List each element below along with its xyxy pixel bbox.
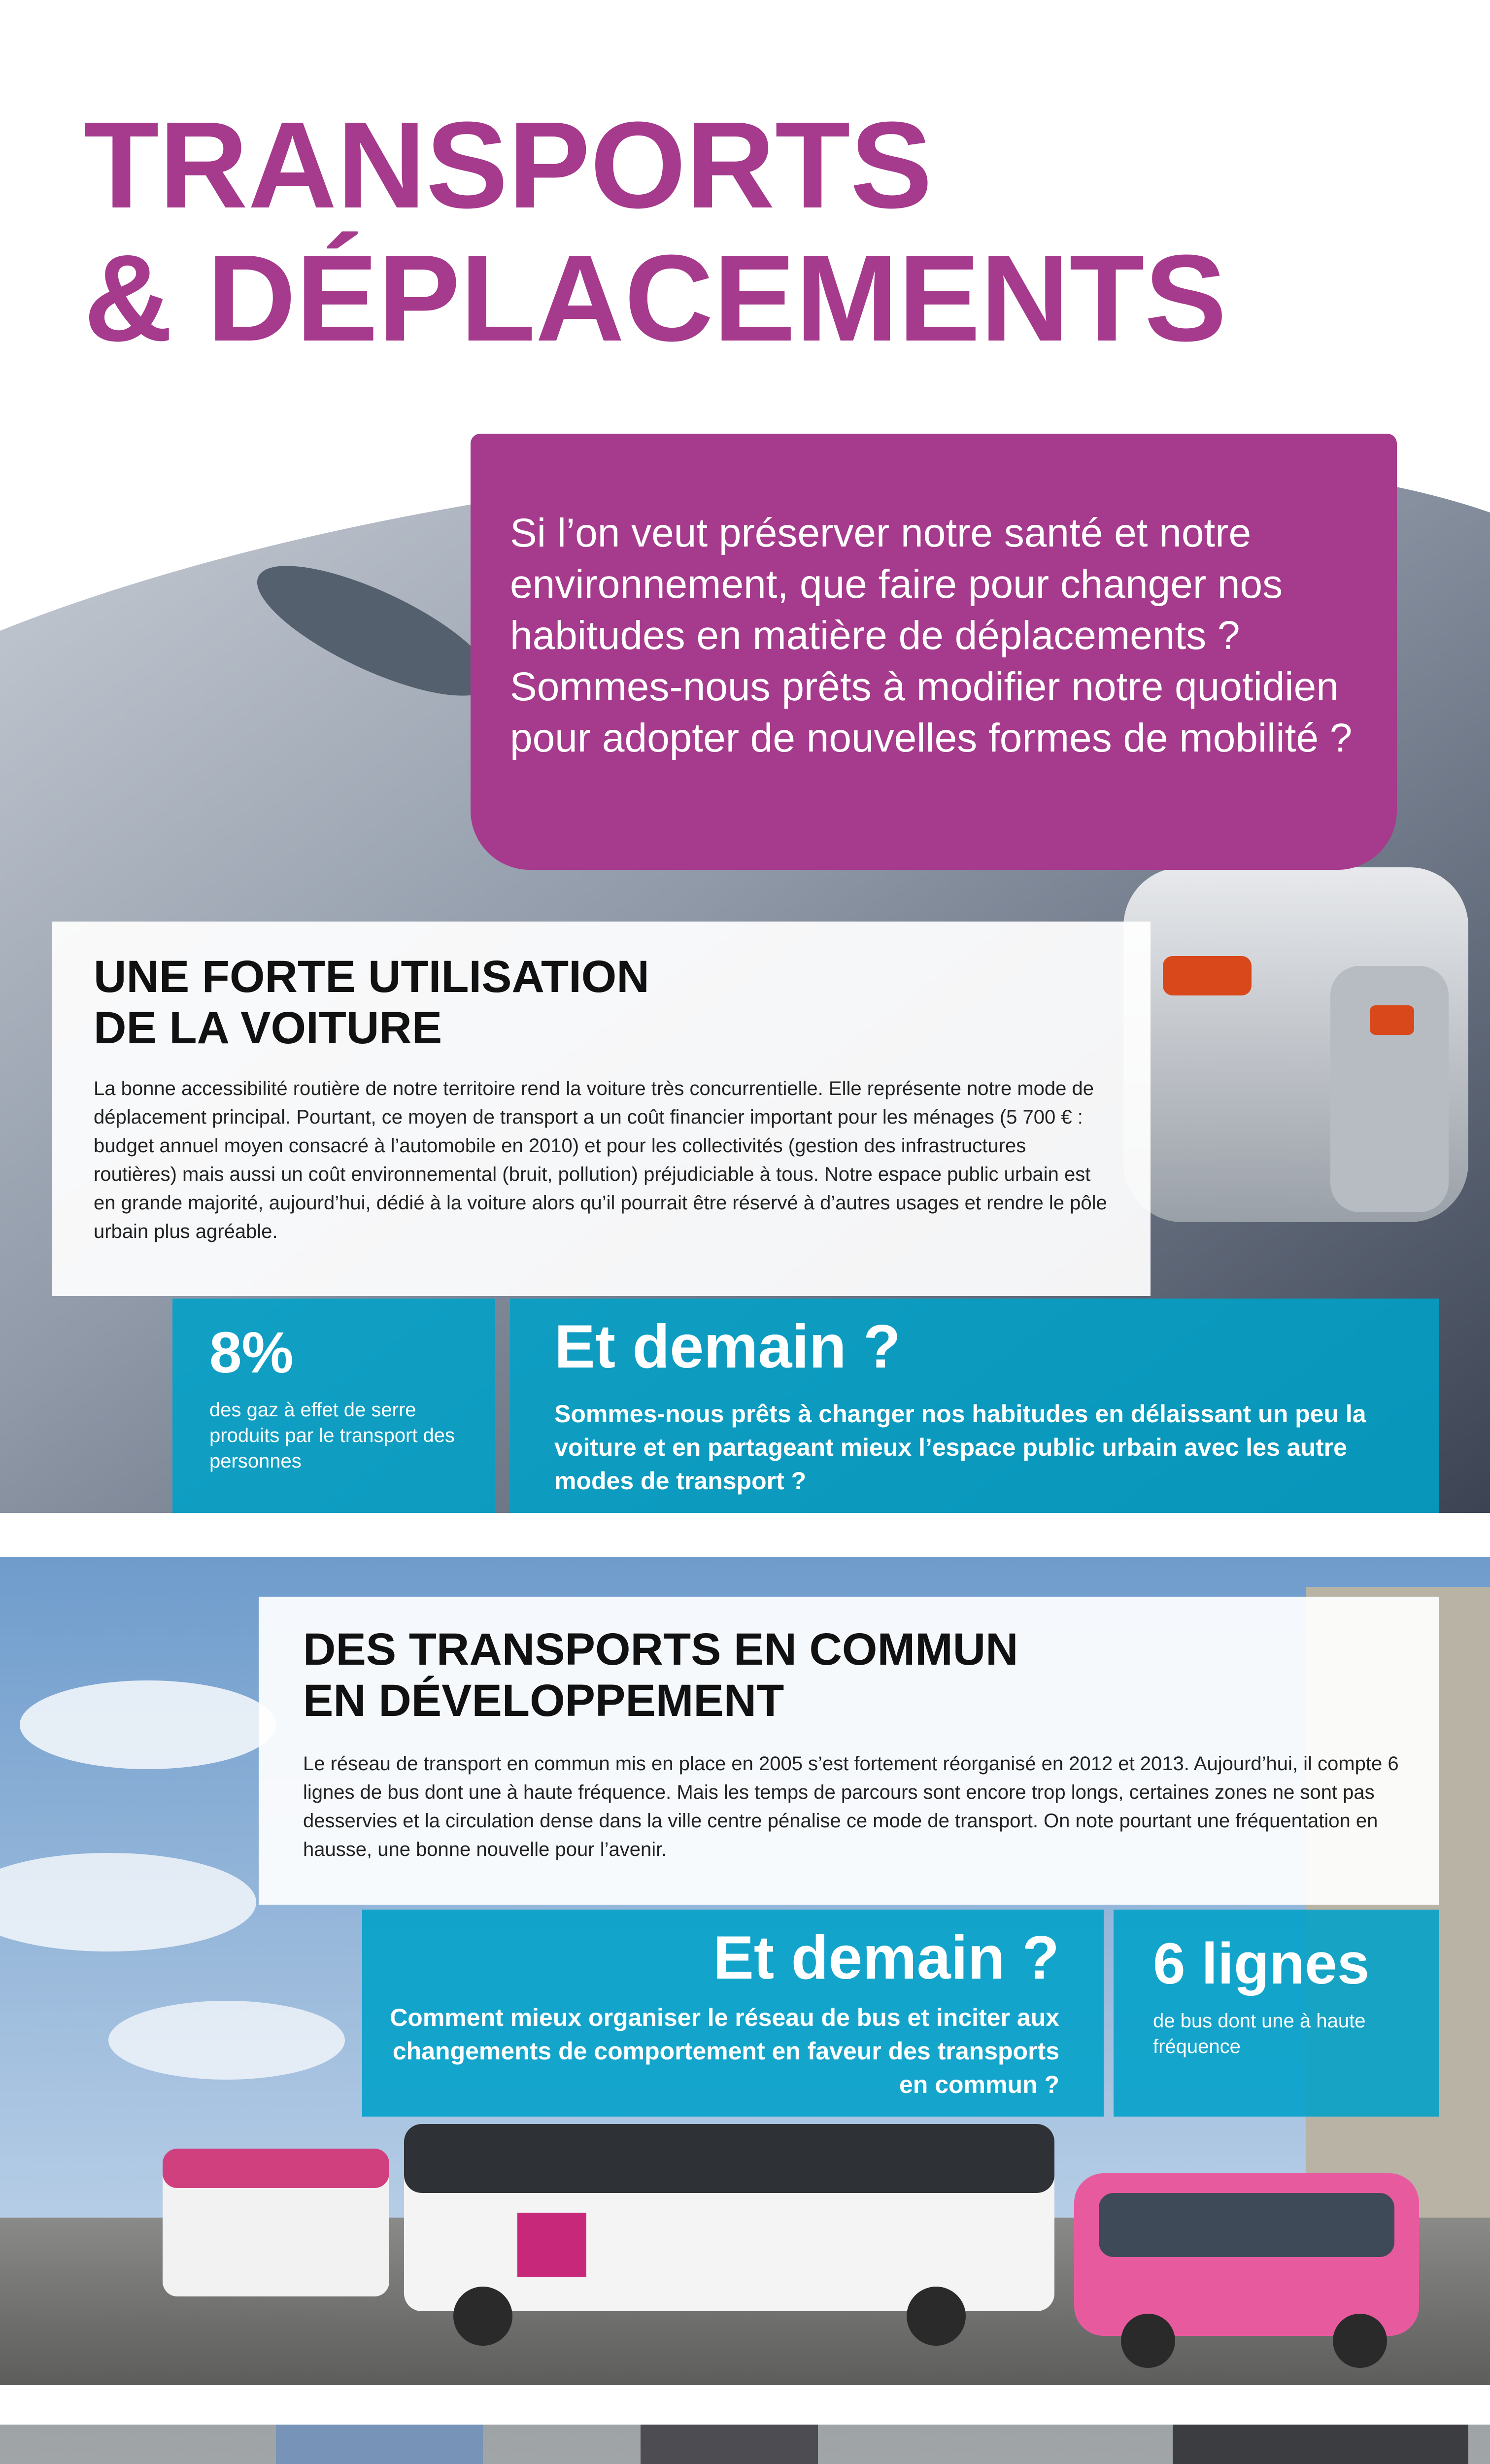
page-title-line2: & DÉPLACEMENTS bbox=[84, 229, 1227, 367]
car-demain-text: Sommes-nous prêts à changer nos habitudes en délaissant un peu la voiture et en partageant mieux l’espace public urbain avec les autre modes de transport ? bbox=[554, 1400, 1366, 1495]
car-body: La bonne accessibilité routière de notre territoire rend la voiture très concurrentielle. Elle représente notre mode de déplacement principal. Pourtant, ce moyen de transport a un coût financier important pour les ménages (5 700 € : budget annuel moyen consacré à l’automobile en 2010) et pour les collectivités (gestion des infrastructures routières) mais aussi un coût environnemental (bruit, pollution) préjudiciable à tous. Notre espace public urbain est en grande majorité, aujourd’hui, dédié à la voiture alors qu’il pourrait être réservé à d’autres usages et rendre le pôle urbain plus agréable. bbox=[94, 1078, 1107, 1242]
bus-stat-box bbox=[1114, 1910, 1439, 2117]
bus-body: Le réseau de transport en commun mis en place en 2005 s’est fortement réorganisé en 2012 et 2013. Aujourd’hui, il compte 6 lignes de bus dont une à haute fréquence. Mais les temps de parcours sont encore trop longs, certaines zones ne sont pas desservies et la circulation dense dans la ville centre pénalise ce mode de transport. On note pourtant une fréquentation en hausse, une bonne nouvelle pour l’avenir. bbox=[303, 1753, 1399, 1860]
car-heading-line2: DE LA VOITURE bbox=[94, 1003, 442, 1053]
page-title-line1: TRANSPORTS bbox=[84, 96, 933, 234]
car-stat-box bbox=[172, 1299, 495, 1513]
car-heading-line1: UNE FORTE UTILISATION bbox=[94, 952, 649, 1002]
bus-stat-label: de bus dont une à haute fréquence bbox=[1153, 2010, 1366, 2057]
car-stat-label: des gaz à effet de serre produits par le transport des personnes bbox=[209, 1399, 455, 1472]
intro-question: Si l’on veut préserver notre santé et notre environnement, que faire pour changer nos habitudes en matière de déplacements ? Sommes-nous prêts à modifier notre quotidien pour adopter de nouvelles formes de mobilité ? bbox=[510, 511, 1353, 760]
cyclists-photo bbox=[0, 2425, 1490, 2464]
car-demain-box bbox=[510, 1299, 1439, 1513]
car-demain-title: Et demain ? bbox=[554, 1313, 901, 1381]
page-title bbox=[84, 96, 1227, 367]
bus-stat-value: 6 lignes bbox=[1153, 1931, 1370, 1996]
bus-heading-line2: EN DÉVELOPPEMENT bbox=[303, 1676, 784, 1726]
car-stat-value: 8% bbox=[209, 1320, 294, 1385]
active-section bbox=[0, 2425, 1490, 2464]
bus-text-box bbox=[259, 1597, 1439, 1905]
car-text-box bbox=[52, 922, 1151, 1296]
intro-question-box bbox=[471, 434, 1397, 870]
bus-heading bbox=[303, 1624, 1018, 1726]
bus-demain-title: Et demain ? bbox=[713, 1924, 1059, 1992]
bus-demain-box bbox=[362, 1910, 1104, 2117]
car-heading bbox=[94, 951, 649, 1054]
bus-demain-text: Comment mieux organiser le réseau de bus et inciter aux changements de comportement en faveur des transports en commun ? bbox=[390, 2004, 1059, 2098]
bus-heading-line1: DES TRANSPORTS EN COMMUN bbox=[303, 1624, 1018, 1675]
